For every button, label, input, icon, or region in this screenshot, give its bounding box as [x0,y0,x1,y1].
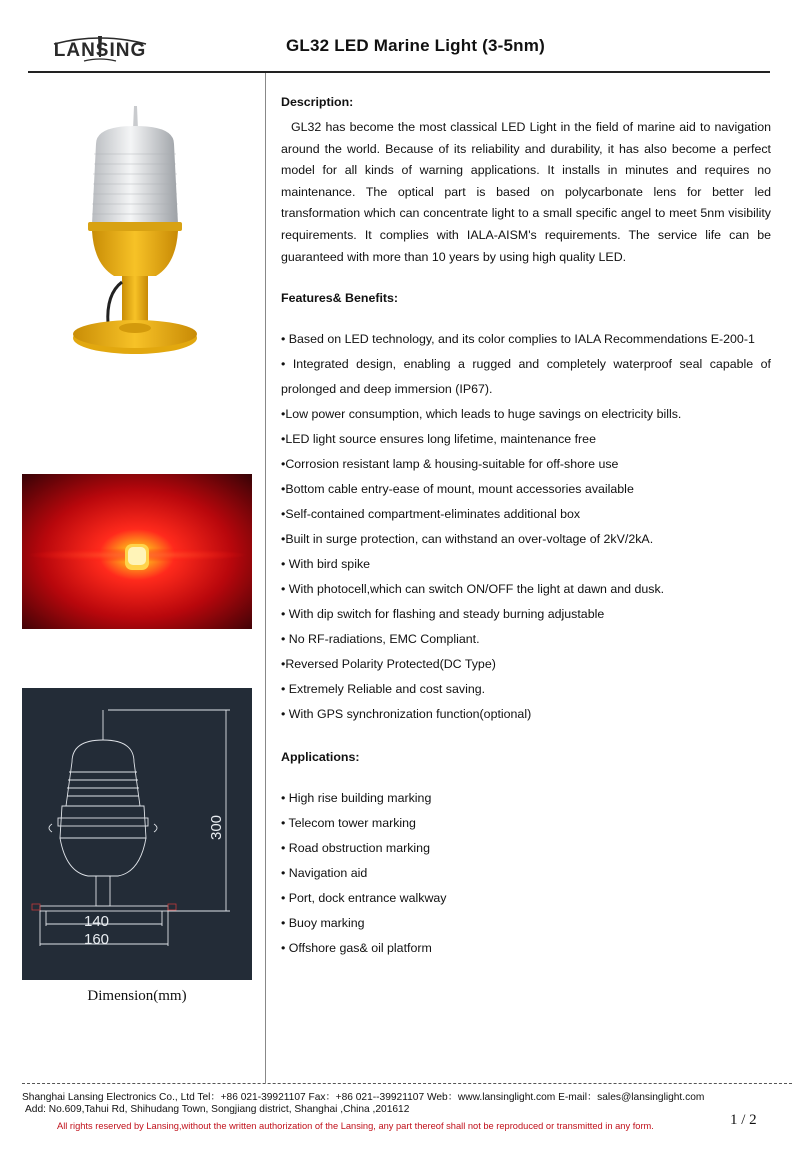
feature-item: • With GPS synchronization function(optional) [281,707,532,722]
applications-heading: Applications: [281,750,360,765]
application-item: • Telecom tower marking [281,816,416,831]
footer-rights-line: All rights reserved by Lansing,without the written authorization of the Lansing, any part thereof shall not be reproduced or transmitted in any form. [57,1121,654,1131]
header-rule [28,71,770,73]
feature-item: •Corrosion resistant lamp & housing-suitable for off-shore use [281,457,619,472]
page-title: GL32 LED Marine Light (3-5nm) [286,36,545,55]
dim-300-label: 300 [208,814,225,840]
feature-item: •Reversed Polarity Protected(DC Type) [281,657,496,672]
column-divider [265,73,266,1083]
feature-item: •Low power consumption, which leads to huge savings on electricity bills. [281,407,682,422]
feature-item: • With photocell,which can switch ON/OFF the light at dawn and dusk. [281,582,665,597]
features-heading: Features& Benefits: [281,291,399,306]
glow-photo [22,474,252,629]
feature-item: •LED light source ensures long lifetime, maintenance free [281,432,596,447]
feature-item: •Bottom cable entry-ease of mount, mount accessories available [281,482,634,497]
dimension-caption: Dimension(mm) [87,988,187,1004]
feature-item: • Integrated design, enabling a rugged and completely waterproof seal capable of prolonged and deep immersion (IP67). [281,357,771,397]
logo-text: LANSING [53,40,147,61]
content-column [281,92,771,961]
feature-item: • Based on LED technology, and its color complies to IALA Recommendations E-200-1 [281,332,755,347]
lansing-logo [44,30,156,66]
footer-rule [22,1083,792,1084]
feature-item: • Extremely Reliable and cost saving. [281,682,486,697]
application-item: • Road obstruction marking [281,841,430,856]
feature-item: • With bird spike [281,557,371,572]
page-number: 1 / 2 [730,1112,757,1128]
feature-item: •Self-contained compartment-eliminates additional box [281,507,581,522]
dimension-drawing [22,688,252,980]
application-item: • High rise building marking [281,791,432,806]
dim-160-label: 160 [84,931,110,948]
feature-item: •Built in surge protection, can withstand an over-voltage of 2kV/2kA. [281,532,654,547]
description-heading: Description: [281,95,354,109]
application-item: • Port, dock entrance walkway [281,891,447,906]
features-list [281,327,771,727]
product-photo [60,104,210,364]
footer-company-line: Shanghai Lansing Electronics Co., Ltd Tel：+86 021-39921107 Fax：+86 021--39921107 Web：www.lansinglight.com E-mail：sales@lansinglight.com [22,1092,705,1103]
feature-item: • With dip switch for flashing and steady burning adjustable [281,607,605,622]
applications-list [281,786,771,961]
application-item: • Offshore gas& oil platform [281,941,432,956]
footer-address-line: Add: No.609,Tahui Rd, Shihudang Town, Songjiang district, Shanghai ,China ,201612 [25,1104,410,1115]
dim-140-label: 140 [84,913,110,930]
feature-item: • No RF-radiations, EMC Compliant. [281,632,480,647]
description-text: GL32 has become the most classical LED Light in the field of marine aid to navigation around the world. Because of its reliability and durability, it has also become a perfect model for all kinds of warning applications. It installs in minutes and requires no maintenance. The optical part is based on polycarbonate lens for better led transformation which can concentrate light to a small specific angel to meet 5nm visibility requirements. It complies with IALA-AISM's requirements. The service life can be guaranteed with more than 10 years by using high quality LED. [281,120,771,264]
application-item: • Buoy marking [281,916,365,931]
application-item: • Navigation aid [281,866,368,881]
